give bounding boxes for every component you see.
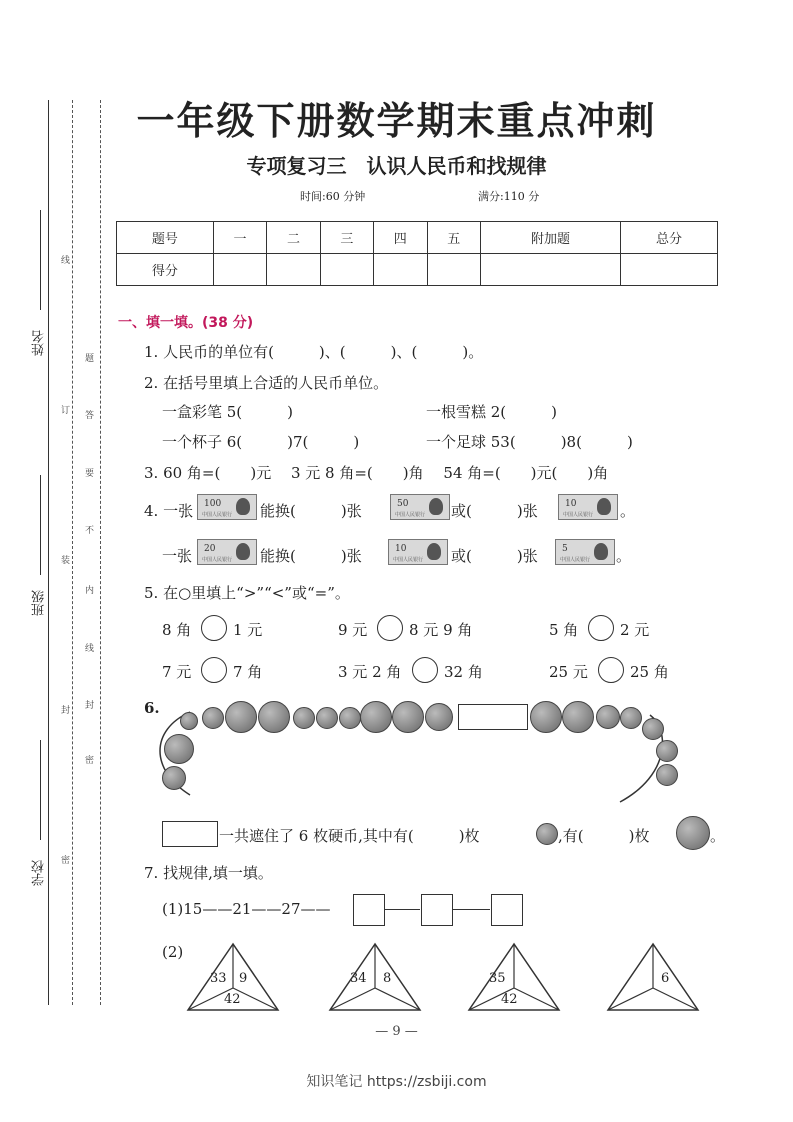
triangle-left-number: 34 [350, 971, 367, 986]
medium-coin-icon [293, 707, 315, 729]
score-table-score-row [117, 254, 718, 286]
compare-right: 25 角 [630, 663, 669, 681]
score-input-cell[interactable] [213, 254, 266, 286]
compare-circle-input[interactable] [412, 657, 438, 683]
question-2d: 一个足球 53( )8( ) [426, 433, 633, 451]
banknote-5-image [555, 539, 615, 565]
banknote-100-image [197, 494, 257, 520]
banknote-5-value: 5 [562, 544, 568, 554]
large-coin-icon [258, 701, 290, 733]
cut-char-4: 封 [59, 705, 69, 714]
banknote-bank-label: 中国人民银行 [393, 557, 424, 563]
question-4-r2-p4: 。 [616, 547, 632, 565]
cut-char-2: 订 [59, 405, 69, 414]
question-2c: 一个杯子 6( )7( ) [162, 433, 360, 451]
score-header-cell: 五 [427, 222, 480, 254]
compare-circle-input[interactable] [598, 657, 624, 683]
compare-left: 3 元 2 角 [338, 663, 402, 681]
question-4-r1-p1: 4. 一张 [144, 502, 194, 520]
question-4-r1-p4: 。 [620, 502, 636, 520]
large-coin-icon [676, 816, 710, 850]
score-input-cell[interactable] [320, 254, 373, 286]
banknote-bank-label: 中国人民银行 [560, 557, 591, 563]
question-4-r2-p1: 一张 [162, 547, 193, 565]
banknote-bank-label: 中国人民银行 [202, 557, 233, 563]
compare-circle-input[interactable] [201, 657, 227, 683]
question-6-text-2: ,有( )枚 [558, 827, 650, 845]
warning-char-2: 答 [83, 410, 93, 419]
triangle-puzzle [186, 942, 280, 1012]
large-coin-icon [392, 701, 424, 733]
question-6-end: 。 [710, 827, 726, 845]
medium-coin-icon [339, 707, 361, 729]
triangle-right-number: 6 [661, 971, 670, 986]
score-input-cell[interactable] [427, 254, 480, 286]
page-number: — 9 — [375, 1024, 418, 1039]
score-header-cell: 附加题 [480, 222, 620, 254]
question-1: 1. 人民币的单位有( )、( )、( )。 [144, 343, 484, 361]
question-2: 2. 在括号里填上合适的人民币单位。 [144, 374, 389, 392]
warning-char-1: 题 [83, 353, 93, 362]
score-header-cell: 三 [320, 222, 373, 254]
score-table-header-row [117, 222, 718, 254]
section-title: 一、填一填。(38 分) [118, 315, 254, 331]
medium-coin-icon [656, 764, 678, 786]
triangle-puzzle [328, 942, 422, 1012]
banknote-50-image [390, 494, 450, 520]
pattern-answer-box-1[interactable] [353, 894, 385, 926]
large-coin-icon [562, 701, 594, 733]
banknote-bank-label: 中国人民银行 [202, 512, 233, 518]
compare-left: 9 元 [338, 621, 368, 639]
sidebar-line-dashed-1 [72, 100, 73, 1005]
warning-char-6: 线 [83, 643, 93, 652]
large-coin-icon [425, 703, 453, 731]
name-underline[interactable] [40, 210, 42, 310]
score-header-cell: 一 [213, 222, 266, 254]
triangle-left-number: 33 [210, 971, 227, 986]
banknote-20-value: 20 [204, 544, 216, 554]
compare-right: 8 元 9 角 [409, 621, 473, 639]
banknote-100-value: 100 [204, 499, 222, 509]
footer-watermark: 知识笔记 https://zsbiji.com [306, 1074, 487, 1090]
portrait-icon [597, 498, 611, 515]
score-header-cell: 题号 [117, 222, 214, 254]
pattern-1-label: (1)15——21——27—— [162, 900, 331, 918]
page-title: 一年级下册数学期末重点冲刺 [136, 99, 657, 143]
question-4-r2-p3: 或( )张 [451, 547, 538, 565]
exam-time: 时间:60 分钟 [300, 190, 366, 203]
medium-coin-icon [316, 707, 338, 729]
sidebar-line-dashed-2 [100, 100, 101, 1005]
name-label: 姓名 [32, 330, 47, 356]
exam-full-score: 满分:110 分 [478, 190, 540, 203]
question-4-r1-p3: 或( )张 [451, 502, 538, 520]
warning-char-7: 封 [83, 700, 93, 709]
question-4-r2-p2: 能换( )张 [260, 547, 362, 565]
cut-char-3: 装 [59, 555, 69, 564]
portrait-icon [236, 498, 250, 515]
portrait-icon [427, 543, 441, 560]
compare-left: 25 元 [549, 663, 588, 681]
portrait-icon [236, 543, 250, 560]
score-input-cell[interactable] [480, 254, 620, 286]
medium-coin-icon [642, 718, 664, 740]
question-7: 7. 找规律,填一填。 [144, 864, 273, 882]
question-2a: 一盒彩笔 5( ) [162, 403, 294, 421]
cut-char-1: 线 [59, 255, 69, 264]
banknote-bank-label: 中国人民银行 [395, 512, 426, 518]
triangle-bottom-number: 42 [224, 992, 241, 1007]
banknote-10-value: 10 [565, 499, 577, 509]
banknote-10-value: 10 [395, 544, 407, 554]
question-2b: 一根雪糕 2( ) [426, 403, 558, 421]
covered-coins-box [458, 704, 528, 730]
score-input-cell[interactable] [267, 254, 320, 286]
banknote-bank-label: 中国人民银行 [563, 512, 594, 518]
score-header-cell: 四 [374, 222, 427, 254]
triangle-right-number: 9 [239, 971, 248, 986]
medium-coin-icon [202, 707, 224, 729]
medium-coin-icon [596, 705, 620, 729]
pattern-2-label: (2) [162, 943, 184, 961]
score-input-cell[interactable] [621, 254, 718, 286]
score-table [116, 221, 718, 286]
class-label: 班级 [32, 590, 47, 616]
warning-char-8: 密 [83, 755, 93, 764]
small-coin-icon [180, 712, 198, 730]
banknote-20-image [197, 539, 257, 565]
triangle-outline-image [606, 942, 700, 1012]
large-coin-icon [164, 734, 194, 764]
triangle-puzzle [606, 942, 700, 1012]
pattern-answer-box-2[interactable] [421, 894, 453, 926]
compare-right: 32 角 [444, 663, 483, 681]
triangle-left-number: 35 [489, 971, 506, 986]
compare-right: 2 元 [620, 621, 650, 639]
warning-char-4: 不 [83, 525, 93, 534]
question-6-text: 一共遮住了 6 枚硬币,其中有( )枚 [219, 827, 480, 845]
score-header-cell: 二 [267, 222, 320, 254]
large-coin-icon [530, 701, 562, 733]
banknote-10-image [558, 494, 618, 520]
warning-char-5: 内 [83, 585, 93, 594]
score-header-cell: 总分 [621, 222, 718, 254]
compare-left: 5 角 [549, 621, 579, 639]
school-underline[interactable] [40, 740, 42, 840]
compare-circle-input[interactable] [588, 615, 614, 641]
compare-right: 7 角 [233, 663, 263, 681]
triangle-right-number: 8 [383, 971, 392, 986]
compare-circle-input[interactable] [377, 615, 403, 641]
triangle-puzzle [467, 942, 561, 1012]
pattern-connector [384, 909, 420, 910]
pattern-connector [452, 909, 490, 910]
large-coin-icon [360, 701, 392, 733]
score-row-label: 得分 [117, 254, 214, 286]
question-3: 3. 60 角=( )元 3 元 8 角=( )角 54 角=( )元( )角 [144, 464, 609, 482]
warning-char-3: 要 [83, 468, 93, 477]
cut-char-5: 密 [59, 855, 69, 864]
banknote-50-value: 50 [397, 499, 409, 509]
pattern-answer-box-3[interactable] [491, 894, 523, 926]
medium-coin-icon [620, 707, 642, 729]
compare-circle-input[interactable] [201, 615, 227, 641]
medium-coin-icon [162, 766, 186, 790]
compare-left: 7 元 [162, 663, 192, 681]
portrait-icon [429, 498, 443, 515]
page-subtitle: 专项复习三 认识人民币和找规律 [246, 154, 547, 178]
question-6-number: 6. [144, 699, 160, 717]
small-coin-icon [536, 823, 558, 845]
question-5: 5. 在○里填上“>”“<”或“=”。 [144, 584, 350, 602]
medium-coin-icon [656, 740, 678, 762]
compare-left: 8 角 [162, 621, 192, 639]
score-input-cell[interactable] [374, 254, 427, 286]
question-4-r1-p2: 能换( )张 [260, 502, 362, 520]
large-coin-icon [225, 701, 257, 733]
portrait-icon [594, 543, 608, 560]
banknote-10-image [388, 539, 448, 565]
school-label: 学校 [32, 860, 47, 886]
triangle-outline-image [328, 942, 422, 1012]
class-underline[interactable] [40, 475, 42, 575]
answer-box-input[interactable] [162, 821, 218, 847]
triangle-bottom-number: 42 [501, 992, 518, 1007]
compare-right: 1 元 [233, 621, 263, 639]
